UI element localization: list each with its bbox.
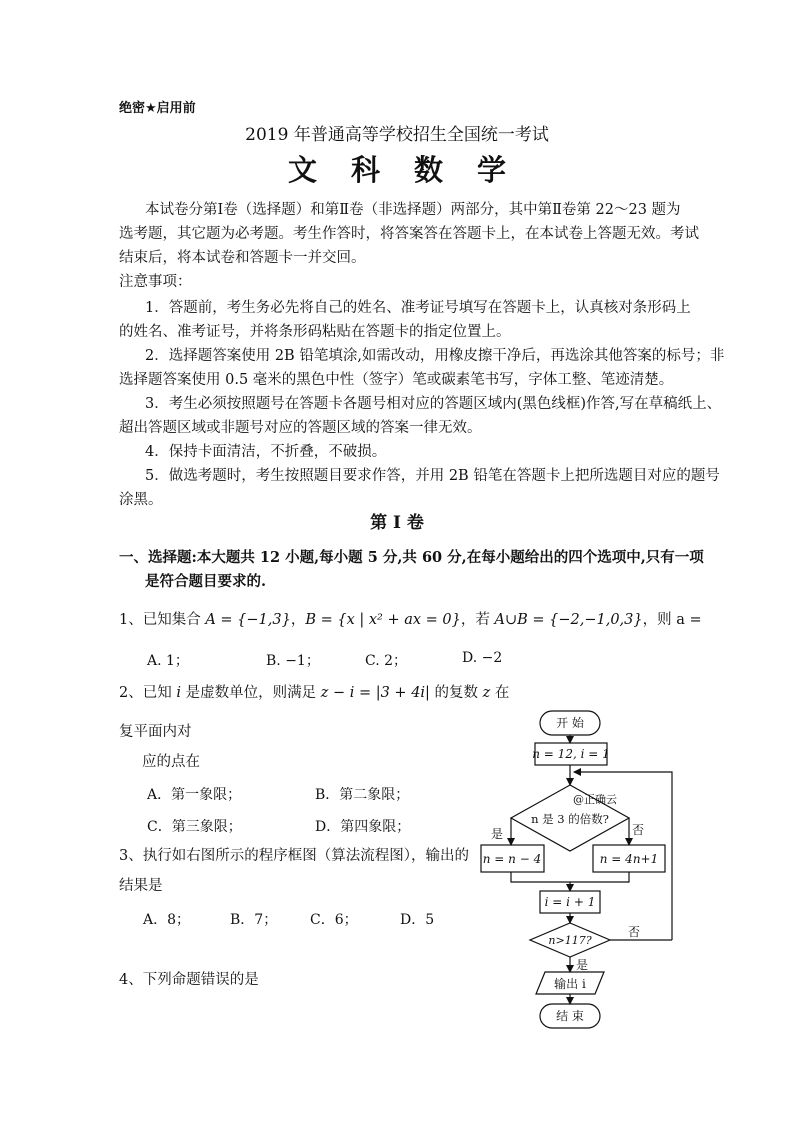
subject-title: 文科数学	[287, 153, 540, 187]
flow-watermark: @正确云	[573, 793, 617, 806]
note-5-line-2: 涂黑。	[119, 492, 163, 508]
note-4: 4．保持卡面清洁，不折叠，不破损。	[145, 444, 387, 460]
exam-title: 2019 年普通高等学校招生全国统一考试	[245, 125, 549, 145]
q2-mid: 是虚数单位，则满足	[180, 685, 321, 701]
intro-line-1: 本试卷分第Ⅰ卷（选择题）和第Ⅱ卷（非选择题）两部分，其中第Ⅱ卷第 22～23 题为	[145, 202, 681, 218]
q3-option-a[interactable]: A．8；	[143, 912, 191, 928]
q3-option-d[interactable]: D．5	[400, 912, 435, 928]
flow-init-label: n = 12, i = 1	[532, 747, 610, 761]
q1-option-a[interactable]: A. 1；	[147, 653, 189, 669]
q1-set-b: B = {x | x² + ax = 0}	[305, 612, 461, 628]
q1-option-d[interactable]: D. −2	[462, 650, 503, 666]
question-3-line-2: 结果是	[119, 878, 163, 894]
note-1-line-1: 1．答题前，考生务必先将自己的姓名、准考证号填写在答题卡上，认真核对条形码上	[145, 300, 691, 316]
q1-option-b[interactable]: B. −1；	[266, 653, 320, 669]
q2-option-a[interactable]: A．第一象限；	[147, 787, 242, 803]
q2-prefix: 2、已知	[119, 685, 177, 701]
q1-mid: ，若	[460, 612, 495, 628]
q2-expr: z − i = |3 + 4i|	[320, 685, 430, 701]
q1-set-a: A = {−1,3}	[205, 612, 291, 628]
q1-prefix: 1、已知集合	[119, 612, 206, 628]
q2-line-2: 复平面内对	[119, 724, 192, 740]
q1-sep: ，	[290, 612, 306, 628]
section-instructions-line-2: 是符合题目要求的.	[145, 573, 267, 590]
q1-union: A∪B = {−2,−1,0,3}	[494, 612, 643, 628]
note-1-line-2: 的姓名、准考证号，并将条形码粘贴在答题卡的指定位置上。	[119, 324, 511, 340]
q2-mid2: 的复数	[429, 685, 483, 701]
flow-start-label: 开 始	[556, 716, 584, 730]
notes-heading: 注意事项：	[119, 274, 192, 290]
q3-option-c[interactable]: C．6；	[310, 912, 358, 928]
flow-no-2-label: 否	[627, 925, 641, 939]
question-3-line-1: 3、执行如右图所示的程序框图（算法流程图），输出的	[119, 848, 469, 864]
flow-decision-2-label: n>117?	[548, 934, 592, 947]
q1-end: ，则 a =	[642, 612, 702, 628]
section-instructions-line-1: 一、选择题:本大题共 12 小题,每小题 5 分,共 60 分,在每小题给出的四个选项中,只有一项	[119, 549, 704, 566]
q2-option-b[interactable]: B．第二象限；	[315, 787, 410, 803]
q2-z-var: z	[482, 685, 491, 701]
flow-no-box-label: n = 4n+1	[599, 852, 659, 866]
flow-yes-1-label: 是	[490, 827, 504, 841]
question-4-line-1: 4、下列命题错误的是	[119, 972, 259, 988]
q2-i-var: i	[176, 685, 181, 701]
note-3-line-1: 3．考生必须按照题号在答题卡各题号相对应的答题区域内(黑色线框)作答,写在草稿纸上、	[145, 396, 722, 412]
q2-option-c[interactable]: C．第三象限；	[147, 819, 242, 835]
intro-line-3: 结束后，将本试卷和答题卡一并交回。	[119, 250, 366, 266]
q3-option-b[interactable]: B．7；	[230, 912, 278, 928]
flow-yes-2-label: 是	[575, 958, 589, 972]
flow-yes-box-label: n = n − 4	[482, 852, 542, 866]
flow-increment-label: i = i + 1	[544, 895, 596, 909]
intro-line-2: 选考题，其它题为必考题。考生作答时，将答案答在答题卡上，在本试卷上答题无效。考试	[119, 226, 699, 242]
question-2	[119, 681, 509, 705]
note-3-line-2: 超出答题区域或非题号对应的答题区域的答案一律无效。	[119, 420, 482, 436]
note-5-line-1: 5．做选考题时，考生按照题目要求作答，并用 2B 铅笔在答题卡上把所选题目对应的题号	[145, 468, 720, 484]
flow-output-label: 输出 i	[554, 977, 586, 991]
q2-suffix: 在	[490, 685, 510, 701]
note-2-line-1: 2．选择题答案使用 2B 铅笔填涂,如需改动，用橡皮擦干净后，再选涂其他答案的标号；非	[145, 348, 725, 364]
flowchart	[474, 704, 684, 1034]
part-one-title: 第 Ⅰ 卷	[370, 513, 424, 533]
q2-line-3: 应的点在	[142, 754, 200, 770]
flow-no-1-label: 否	[631, 823, 645, 837]
q1-option-c[interactable]: C. 2；	[365, 653, 408, 669]
secret-mark: 绝密★启用前	[119, 101, 196, 116]
flow-end-label: 结 束	[556, 1009, 584, 1023]
note-2-line-2: 选择题答案使用 0.5 毫米的黑色中性（签字）笔或碳素笔书写，字体工整、笔迹清楚。	[119, 372, 674, 388]
flow-decision-1-label: n 是 3 的倍数?	[531, 812, 609, 826]
q2-option-d[interactable]: D．第四象限；	[315, 819, 411, 835]
question-1	[119, 608, 702, 632]
